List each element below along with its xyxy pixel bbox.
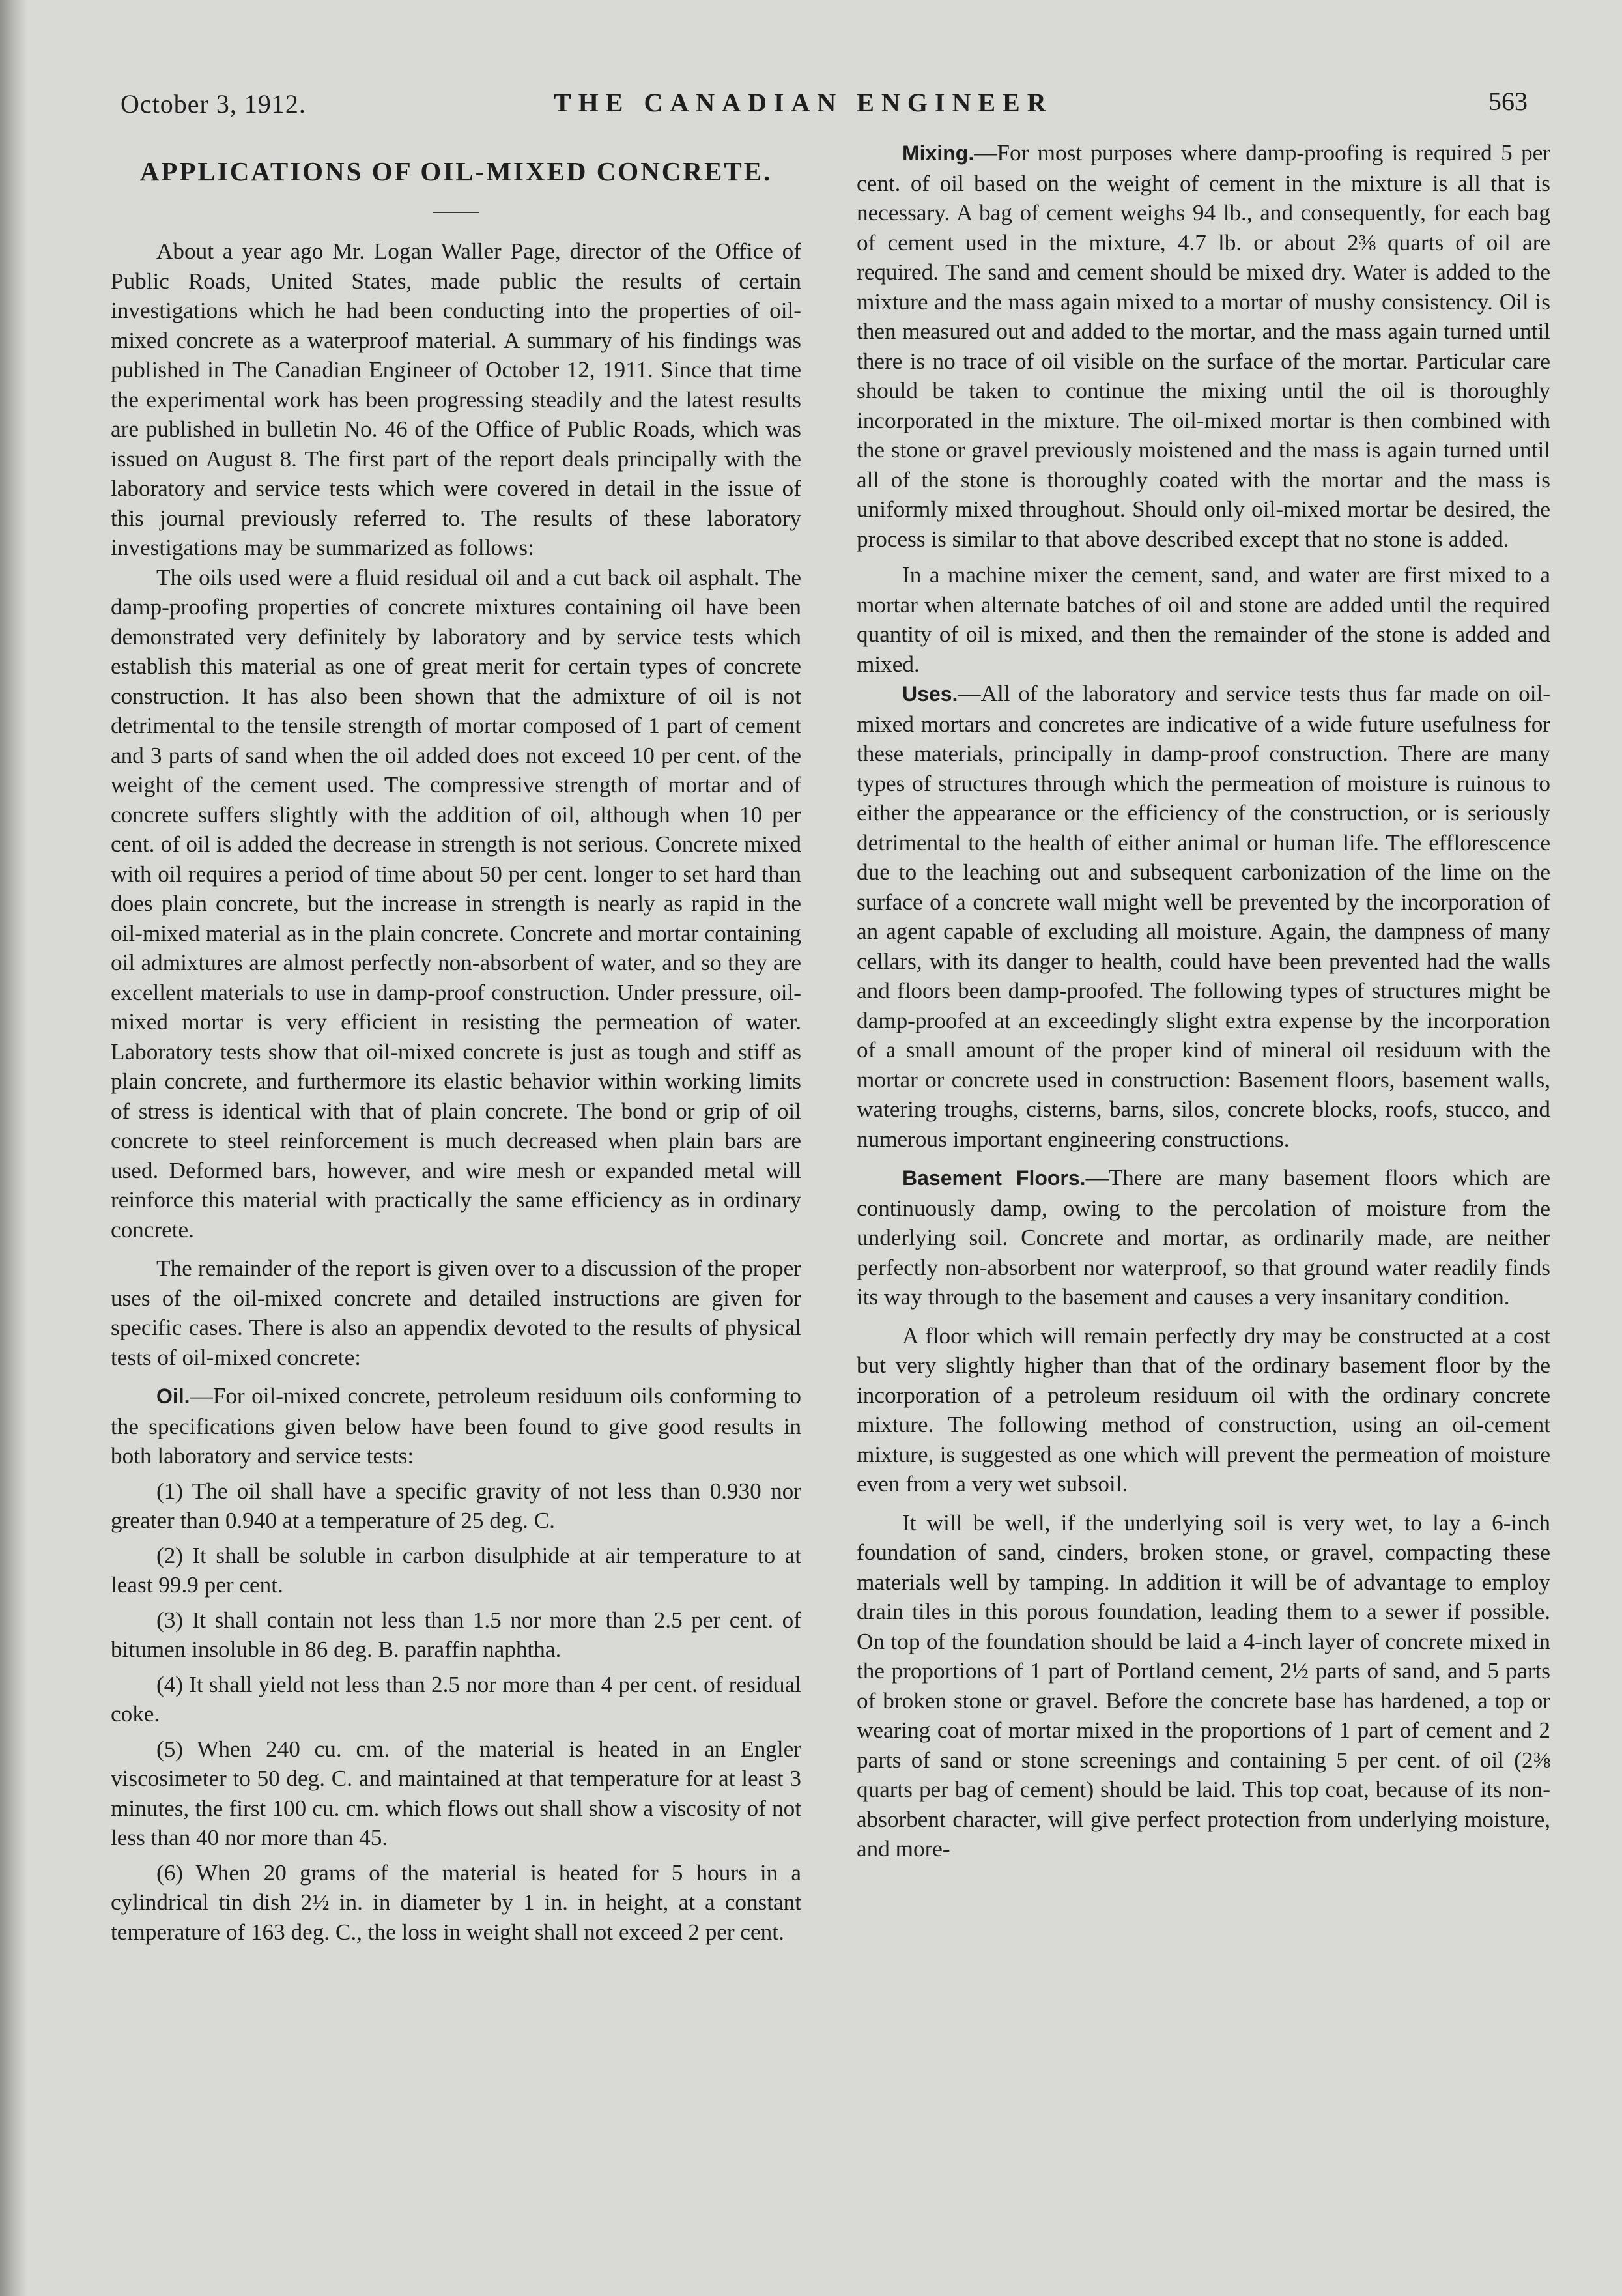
- basement-floors-section: [857, 1163, 1550, 1312]
- page-number: 563: [1488, 87, 1528, 116]
- page-edge-shadow: [0, 0, 27, 2296]
- uses-section: [857, 679, 1550, 1154]
- issue-date: October 3, 1912.: [121, 89, 306, 119]
- dry-floor-paragraph: A floor which will remain perfectly dry may be constructed at a cost but very slightly higher than that of the ordinary basement floor by the incorporation of a petroleum residuum oil with the ordinary concrete mixture. The following method of construction, using an oil-cement mixture, is suggested as one which will prevent the permeation of moisture even from a very wet subsoil.: [857, 1323, 1550, 1497]
- running-head: [121, 79, 1528, 132]
- uses-text: —All of the laboratory and service tests thus far made on oil-mixed mortars and concretes are indicative of a wide future usefulness for these materials, principally in damp-proof construction. There are many types of structures through which the permeation of moisture is ruinous to either the appearance or the efficiency of the construction, or is seriously detrimental to the health of either animal or human life. The efflorescence due to the leaching out and subsequent carbonization of the lime on the surface of a concrete wall might well be prevented by the incorporation of an agent capable of excluding all moisture. Again, the dampness of many cellars, with its danger to health, could have been prevented had the walls and floors been damp-proofed. The following types of structures might be damp-proofed at an exceedingly slight extra expense by the incorporation of a small amount of the proper kind of mineral oil residuum with the mortar or concrete used in construction: Basement floors, basement walls, watering troughs, cisterns, barns, silos, concrete blocks, roofs, stucco, and numerous important engineering constructions.: [857, 681, 1550, 1152]
- right-column: [857, 138, 1550, 1864]
- mixing-section: [857, 138, 1550, 554]
- spec-6: (6) When 20 grams of the material is heated for 5 hours in a cylindrical tin dish 2½ in. in diameter by 1 in. in height, at a constant temperature of 163 deg. C., the loss in weight shall not exceed 2 per cent.: [111, 1859, 801, 1945]
- intro-paragraph-1: About a year ago Mr. Logan Waller Page, director of the Office of Public Roads, United States, made public the results of certain investigations which he had been conducting into the properties of oil-mixed concrete as a waterproof material. A summary of his findings was published in The Canadian Engineer of October 12, 1911. Since that time the experimental work has been progressing steadily and the latest results are published in bulletin No. 46 of the Office of Public Roads, which was issued on August 8. The first part of the report deals principally with the laboratory and service tests which were covered in detail in the issue of this journal previously referred to. The results of these laboratory investigations may be summarized as follows:: [111, 238, 801, 560]
- machine-mixer-paragraph: In a machine mixer the cement, sand, and water are first mixed to a mortar when alternate batches of oil and stone are added until the required quantity of oil is mixed, and then the remainder of the stone is added and mixed.: [857, 562, 1550, 677]
- spec-1: (1) The oil shall have a specific gravity of not less than 0.930 nor greater than 0.940 at a temperature of 25 deg. C.: [111, 1478, 801, 1533]
- title-rule: [433, 212, 479, 213]
- mixing-text: —For most purposes where damp-proofing is required 5 per cent. of oil based on the weight of cement in the mixture is all that is necessary. A bag of cement weighs 94 lb., and consequently, for each bag of cement used in the mixture, 4.7 lb. or about 2⅜ quarts of oil are required. The sand and cement should be mixed dry. Water is added to the mixture and the mass again mixed to a mortar of mushy consistency. Oil is then measured out and added to the mortar, and the mass again turned until there is no trace of oil visible on the surface of the mortar. Particular care should be taken to continue the mixing until the oil is thoroughly incorporated in the mixture. The oil-mixed mortar is then combined with the stone or gravel previously moistened and the mass is again turned until all of the stone is thoroughly coated with the mortar and the mass is uniformly mixed throughout. Should only oil-mixed mortar be desired, the process is similar to that above described except that no stone is added.: [857, 140, 1550, 552]
- article-title: APPLICATIONS OF OIL-MIXED CONCRETE.: [139, 156, 773, 186]
- oil-text: —For oil-mixed concrete, petroleum residuum oils conforming to the specifications given below have been found to give good results in both laboratory and service tests:: [111, 1383, 801, 1469]
- spec-2: (2) It shall be soluble in carbon disulphide at air temperature to at least 99.9 per cent.: [111, 1542, 801, 1598]
- left-column: [111, 140, 801, 1947]
- intro-paragraph-2: The oils used were a fluid residual oil and a cut back oil asphalt. The damp-proofing properties of concrete mixtures containing oil have been demonstrated very definitely by laboratory and by service tests which establish this material as one of great merit for certain types of concrete construction. It has also been shown that the admixture of oil is not detrimental to the tensile strength of mortar composed of 1 part of cement and 3 parts of sand when the oil added does not exceed 10 per cent. of the weight of the cement used. The compressive strength of mortar and of concrete suffers slightly with the addition of oil, although when 10 per cent. of oil is added the decrease in strength is not serious. Concrete mixed with oil requires a period of time about 50 per cent. longer to set hard than does plain concrete, but the increase in strength is nearly as rapid in the oil-mixed material as in the plain concrete. Concrete and mortar containing oil admixtures are almost perfectly non-absorbent of water, and so they are excellent materials to use in damp-proof construction. Under pressure, oil-mixed mortar is very efficient in resisting the permeation of water. Laboratory tests show that oil-mixed concrete is just as tough and stiff as plain concrete, and furthermore its elastic behavior within working limits of stress is identical with that of plain concrete. The bond or grip of oil concrete to steel reinforcement is much decreased when plain bars are used. Deformed bars, however, and wire mesh or expanded metal will reinforce this material with practically the same efficiency as in ordinary concrete.: [111, 564, 801, 1242]
- basement-floors-heading: Basement Floors.: [902, 1166, 1086, 1190]
- spec-4: (4) It shall yield not less than 2.5 nor more than 4 per cent. of residual coke.: [111, 1671, 801, 1727]
- journal-name: THE CANADIAN ENGINEER: [554, 88, 1053, 117]
- foundation-paragraph: It will be well, if the underlying soil is very wet, to lay a 6-inch foundation of sand, cinders, broken stone, or gravel, compacting these materials well by tamping. In addition it will be of advantage to employ drain tiles in this porous foundation, leading them to a sewer if possible. On top of the foundation should be laid a 4-inch layer of concrete mixed in the proportions of 1 part of Portland cement, 2½ parts of sand, and 5 parts of broken stone or gravel. Before the concrete base has hardened, a top or wearing coat of mortar mixed in the proportions of 1 part of cement and 2 parts of sand or stone screenings and containing 5 per cent. of oil (2⅜ quarts per bag of cement) should be laid. This top coat, because of its non-absorbent character, will give perfect protection from underlying moisture, and more-: [857, 1510, 1550, 1861]
- oil-heading: Oil.: [156, 1385, 190, 1408]
- spec-3: (3) It shall contain not less than 1.5 nor more than 2.5 per cent. of bitumen insoluble in 86 deg. B. paraffin naphtha.: [111, 1607, 801, 1662]
- intro-paragraph-3: The remainder of the report is given over to a discussion of the proper uses of the oil-mixed concrete and detailed instructions are given for specific cases. There is also an appendix devoted to the results of physical tests of oil-mixed concrete:: [111, 1256, 801, 1370]
- mixing-heading: Mixing.: [902, 141, 975, 165]
- spec-5: (5) When 240 cu. cm. of the material is heated in an Engler viscosimeter to 50 deg. C. and maintained at that temperature for at least 3 minutes, the first 100 cu. cm. which flows out shall show a viscosity of not less than 40 nor more than 45.: [111, 1736, 801, 1850]
- basement-floors-text: —There are many basement floors which are continuously damp, owing to the percolation of moisture from the underlying soil. Concrete and mortar, as ordinarily made, are neither perfectly non-absorbent nor waterproof, so that ground water readily finds its way through to the basement and causes a very insanitary condition.: [857, 1165, 1550, 1310]
- oil-section: [111, 1381, 801, 1471]
- uses-heading: Uses.: [902, 682, 958, 706]
